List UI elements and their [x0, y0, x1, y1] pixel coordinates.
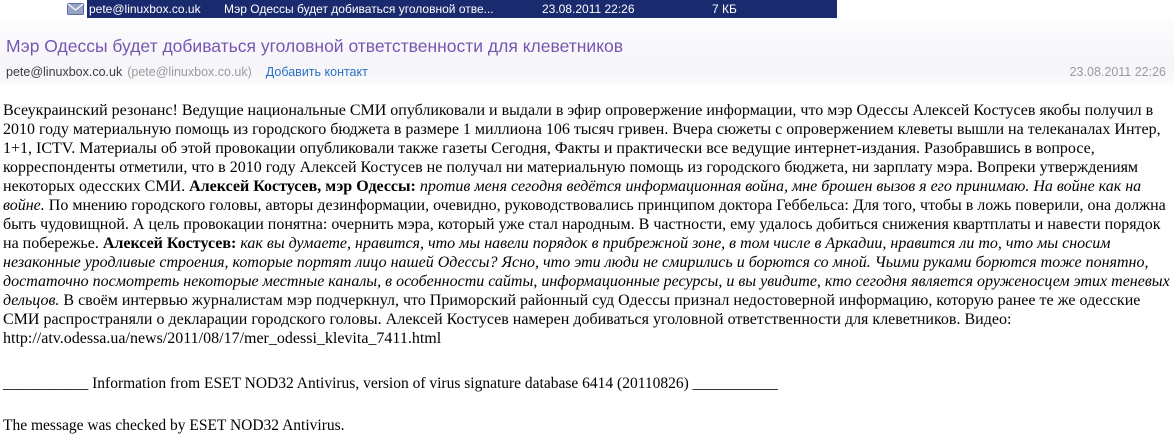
from-address: (pete@linuxbox.co.uk): [127, 65, 252, 79]
row-date: 23.08.2011 22:26: [542, 2, 635, 16]
message-subject: Мэр Одессы будет добиваться уголовной ответственности для клеветников: [6, 36, 624, 56]
body-segment: Всеукраинский резонанс! Ведущие национальные СМИ опубликовали и выдали в эфир опровержение информации, что мэр Одессы Алексей Костусев якобы получил в 2010 году материальную помощь из городского бюджета в размере 1 миллиона 106 тысяч гривен. Вчера сюжеты с опровержением клеветы вышли на телеканалах Интер, 1+1, ICTV. Материалы об этой провокации опубликовали также газеты Сегодня, Факты и практически все ведущие интернет-издания. Разобравшись в вопросе, корреспонденты отметили, что в 2010 году Алексей Костусев не получал ни материальную помощь из городского бюджета, ни зарплату мэра. Вопреки утверждениям некоторых одесских СМИ.: [3, 102, 1161, 195]
body-segment: По мнению городского головы, авторы дезинформации, очевидно, руководствовались принципом доктора Геббельса: Для того, чтобы в ложь поверили, она должна быть чудовищной. А цель провокации понятна: очернить мэра, который уже стал народным. В частности, ему удалось добиться снижения квартплаты и навести порядок на побережье.: [3, 197, 1166, 252]
body-segment: как вы думаете, нравится, что мы навели порядок в прибрежной зоне, в том числе в Аркадии, нравится ли то, что мы сносим незаконные уродливые строения, которые портят лицо нашей Одессы? Ясно, что эти люди не смирились и борются со мной. Чьими руками борются тоже понятно, достаточно посмотреть некоторые местные каналы, в особенности сайты, информационные ресурсы, и вы увидите, кто сегодня является оруженосцем этих теневых дельцов.: [3, 235, 1170, 309]
message-list-row[interactable]: [0, 0, 1174, 18]
from-name: pete@linuxbox.co.uk: [6, 65, 123, 79]
message-header: [0, 18, 1174, 85]
body-segment: против меня сегодня ведётся информационная война, мне брошен вызов я его принимаю. На войне как на войне.: [3, 178, 1142, 214]
row-subject: Мэр Одессы будет добиваться уголовной отве...: [224, 2, 494, 16]
row-size: 7 КБ: [712, 2, 737, 16]
selected-row-highlight[interactable]: [87, 0, 837, 18]
body-segment: Алексей Костусев:: [102, 235, 241, 252]
antivirus-footer-line: ___________ Information from ESET NOD32 Antivirus, version of virus signature database 6414 (20110826) ___________: [3, 375, 778, 392]
header-date: 23.08.2011 22:26: [1069, 65, 1166, 79]
add-contact-link[interactable]: Добавить контакт: [265, 65, 368, 79]
envelope-icon: [0, 0, 87, 18]
body-segment: В своём интервью журналистам мэр подчеркнул, что Приморский районный суд Одессы признал недостоверной информацию, которую ранее те же одесские СМИ распространяли о декларации городского головы. Алексей Костусев намерен добиваться уголовной ответственности для клеветников. Видео: http://atv.odessa.ua/news/2011/08/17/mer_odessi_klevita_7411.html: [3, 292, 1141, 347]
body-segment: Алексей Костусев, мэр Одессы:: [189, 178, 420, 195]
row-sender: pete@linuxbox.co.uk: [89, 2, 201, 16]
message-body-text: [0, 85, 1174, 348]
antivirus-checked-line: The message was checked by ESET NOD32 Antivirus.: [3, 417, 345, 434]
